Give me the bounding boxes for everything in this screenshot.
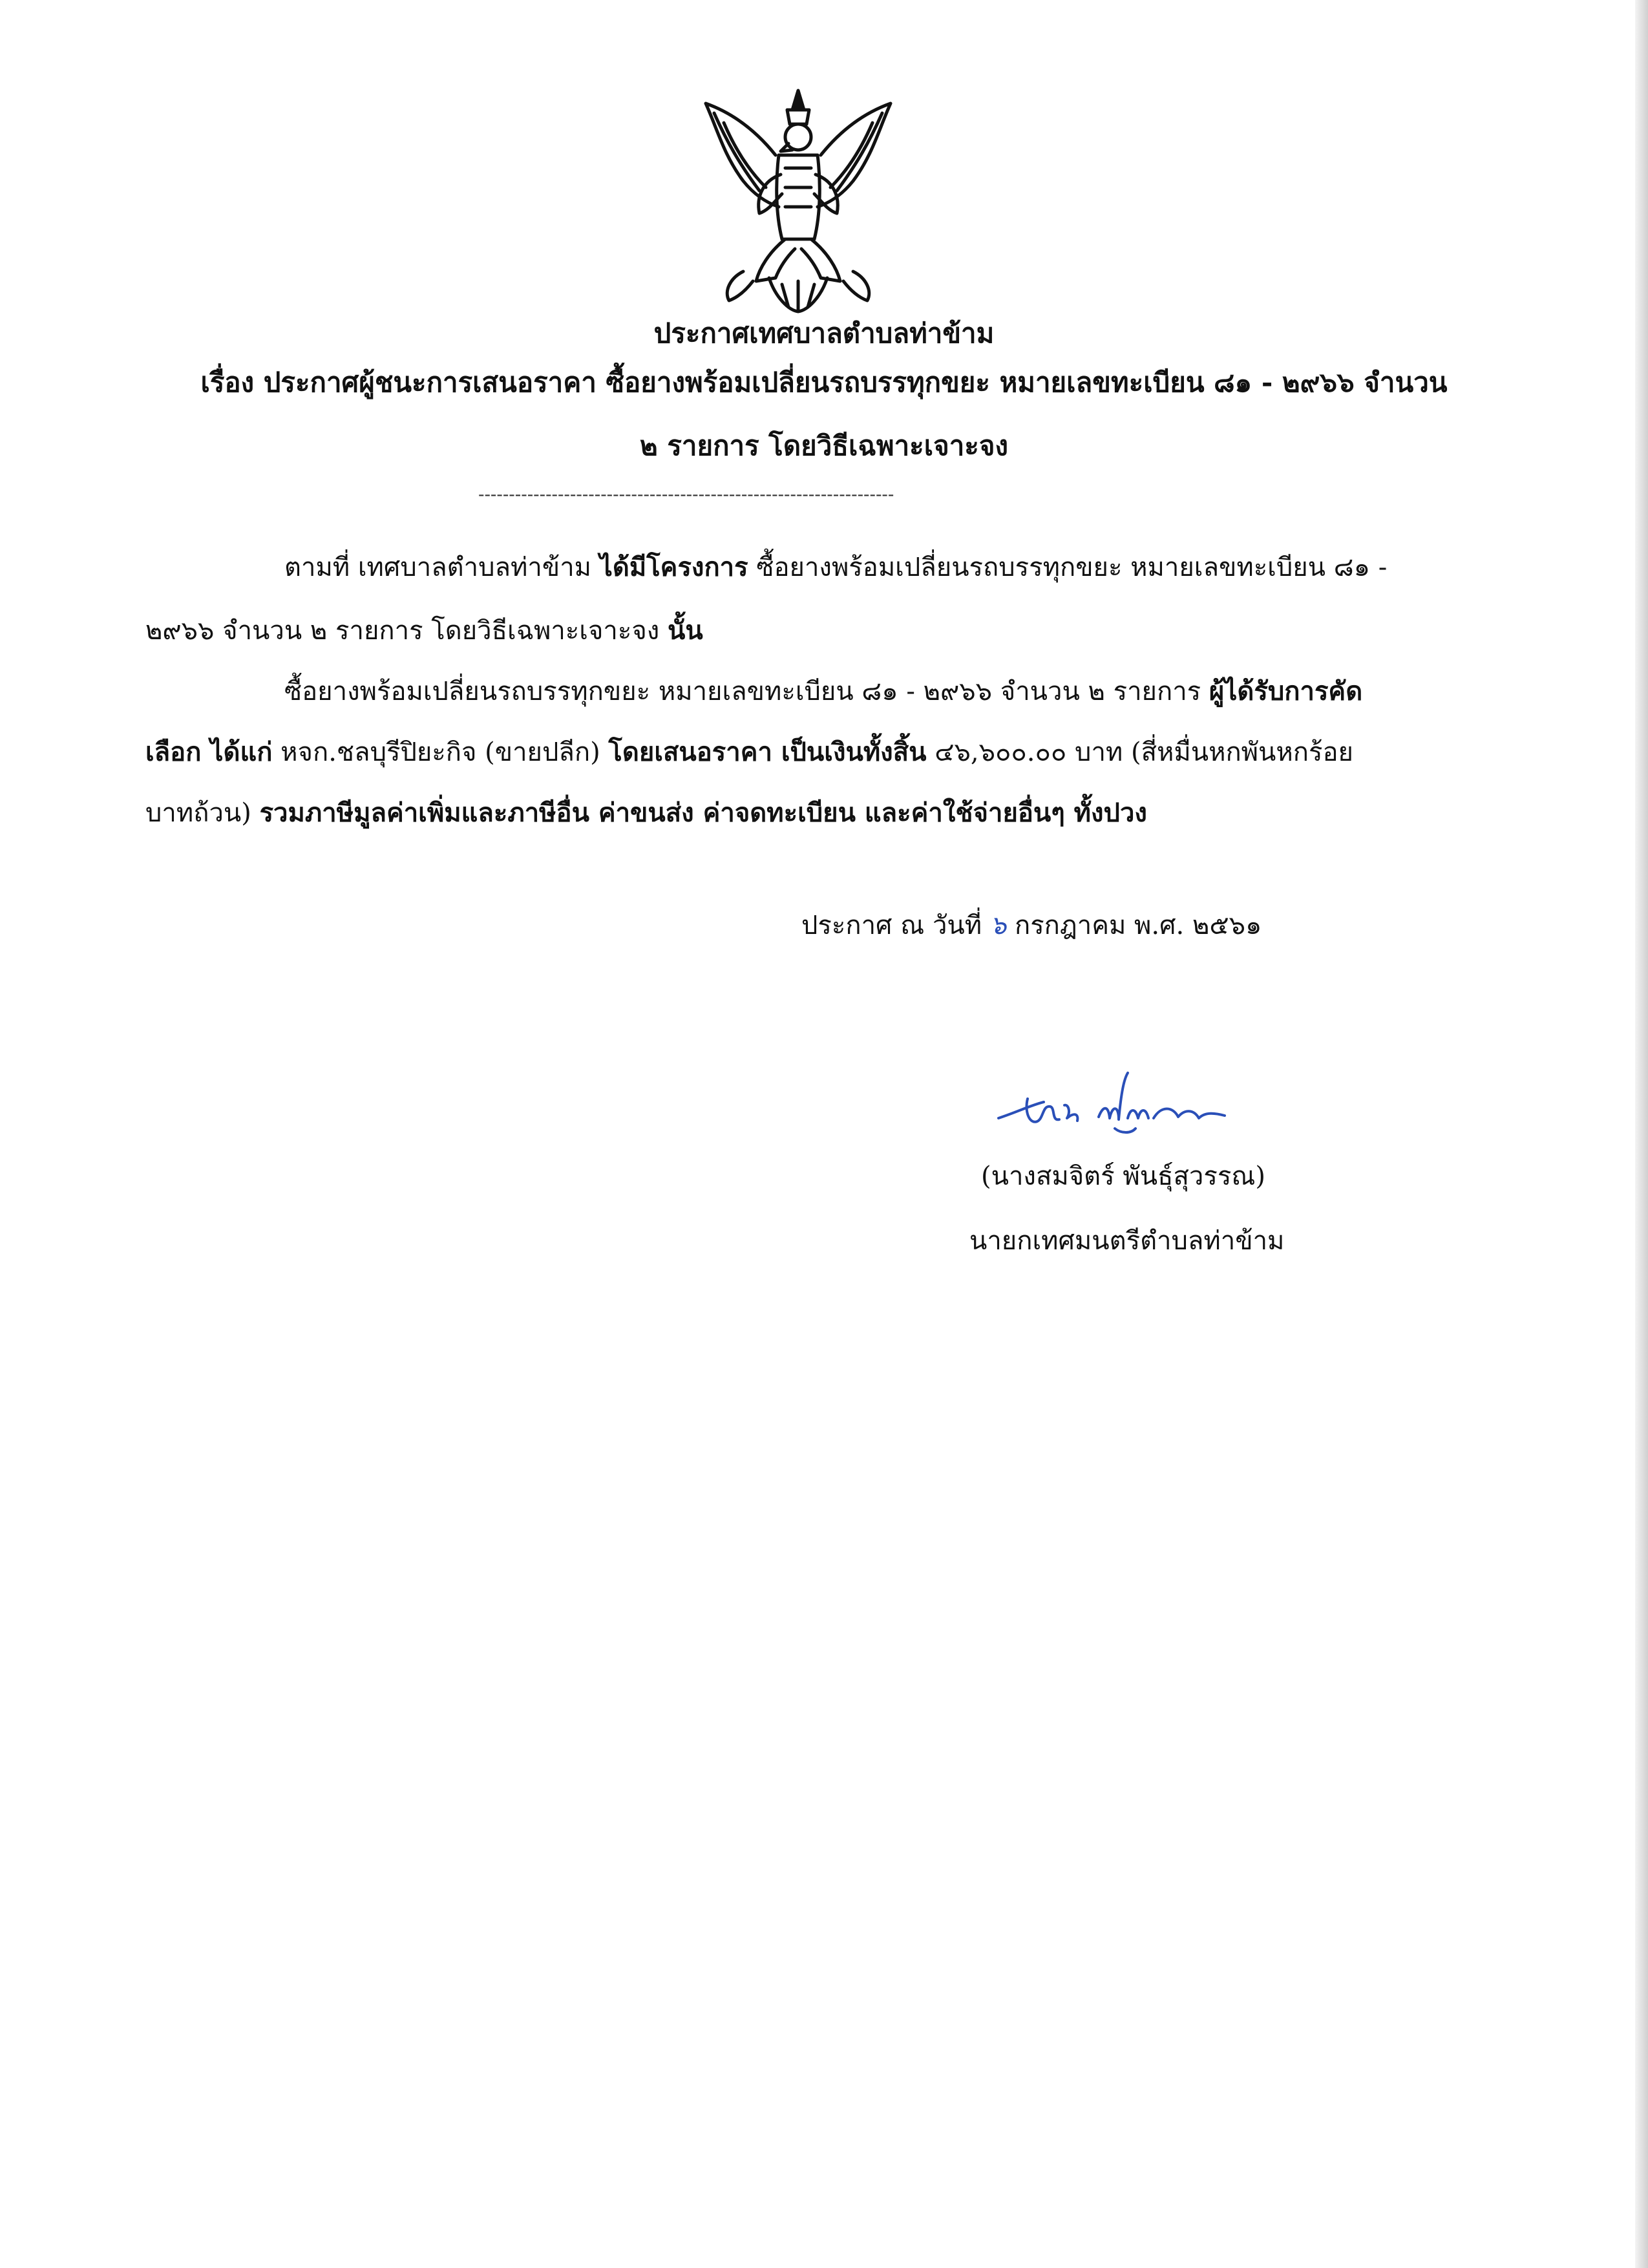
garuda-emblem-icon	[698, 84, 898, 317]
separator-text: --------------------------------------------------------------------	[478, 485, 894, 504]
p1-text-b: ได้มีโครงการ	[599, 552, 748, 582]
subject-line-1: เรื่อง ประกาศผู้ชนะการเสนอราคา ซื้อยางพร้อมเปลี่ยนรถบรรทุกขยะ หมายเลขทะเบียน ๘๑ - ๒๙๖๖ จำนวน	[200, 366, 1448, 398]
signatory-position: นายกเทศมนตรีตำบลท่าข้าม	[969, 1226, 1285, 1256]
p2-text-b: ผู้ได้รับการคัด	[1209, 676, 1363, 706]
announce-day: ๖	[989, 911, 1007, 940]
p2-text-d: หจก.ชลบุรีปิยะกิจ (ขายปลีก)	[272, 737, 609, 767]
p2-text-c: เลือก ได้แก่	[145, 737, 273, 767]
subject-line-2: ๒ รายการ โดยวิธีเฉพาะเจาะจง	[640, 430, 1008, 461]
announce-prefix: ประกาศ ณ วันที่	[801, 911, 982, 940]
p1-text-d: ๒๙๖๖ จำนวน ๒ รายการ โดยวิธีเฉพาะเจาะจง	[145, 616, 668, 646]
announce-month-year: กรกฎาคม พ.ศ. ๒๕๖๑	[1014, 911, 1262, 940]
paragraph-1-line-2	[145, 611, 703, 650]
announcement-title: ประกาศเทศบาลตำบลท่าข้าม	[653, 317, 995, 349]
p2-text-g: บาทถ้วน)	[145, 798, 260, 828]
p2-text-e: โดยเสนอราคา เป็นเงินทั้งสิ้น	[608, 737, 927, 767]
p1-text-a: ตามที่ เทศบาลตำบลท่าข้าม	[284, 553, 600, 582]
p2-text-f: ๔๖,๖๐๐.๐๐ บาท (สี่หมื่นหกพันหกร้อย	[926, 737, 1353, 767]
paragraph-2-line-2	[145, 733, 1353, 772]
p2-text-h: รวมภาษีมูลค่าเพิ่มและภาษีอื่น ค่าขนส่ง ค่าจดทะเบียน และค่าใช้จ่ายอื่นๆ ทั้งปวง	[259, 798, 1147, 828]
paragraph-1-line-1	[284, 548, 1387, 587]
paragraph-2-line-1	[284, 672, 1362, 711]
handwritten-signature	[992, 1066, 1238, 1144]
p1-text-e: นั้น	[668, 615, 703, 646]
announce-date	[801, 906, 1262, 945]
p1-text-c: ซื้อยางพร้อมเปลี่ยนรถบรรทุกขยะ หมายเลขทะเบียน ๘๑ -	[748, 553, 1388, 582]
p2-text-a: ซื้อยางพร้อมเปลี่ยนรถบรรทุกขยะ หมายเลขทะเบียน ๘๑ - ๒๙๖๖ จำนวน ๒ รายการ	[284, 677, 1209, 706]
signatory-name: (นางสมจิตร์ พันธุ์สุวรรณ)	[981, 1161, 1266, 1191]
paragraph-2-line-3	[145, 794, 1147, 832]
